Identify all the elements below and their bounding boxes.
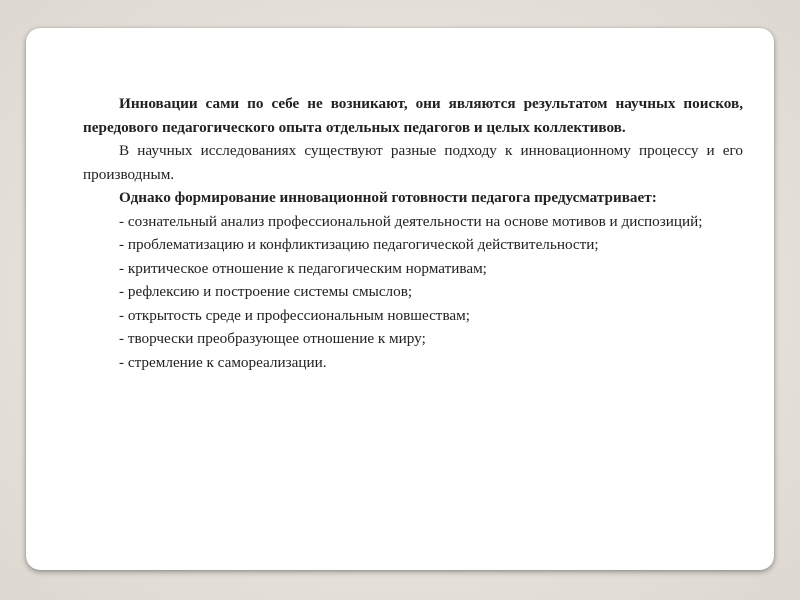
paragraph-readiness-intro: Однако формирование инновационной готовности педагога предусматривает:	[119, 189, 657, 206]
list-item-creative-attitude: - творчески преобразующее отношение к миру;	[119, 330, 426, 347]
list-item-openness: - открытость среде и профессиональным новшествам;	[119, 306, 470, 324]
list-item-self-realization: - стремление к самореализации.	[119, 353, 327, 371]
list-item-critical-attitude: - критическое отношение к педагогическим нормативам;	[119, 259, 487, 277]
list-item-reflection: - рефлексию и построение системы смыслов;	[119, 283, 413, 300]
paragraph-research-approaches: В научных исследованиях существуют разные подходу к инновационному процессу и его производным.	[83, 142, 743, 183]
list-item-problematization: - проблематизацию и конфликтизацию педагогической действительности;	[119, 236, 599, 253]
paragraph-innovations-origin: Инновации сами по себе не возникают, они являются результатом научных поисков, передового педагогического опыта отдельных педагогов и целых коллективов.	[83, 95, 743, 136]
list-item-analysis: - сознательный анализ профессиональной деятельности на основе мотивов и диспозиций;	[119, 212, 703, 230]
slide-text-body	[83, 92, 743, 374]
